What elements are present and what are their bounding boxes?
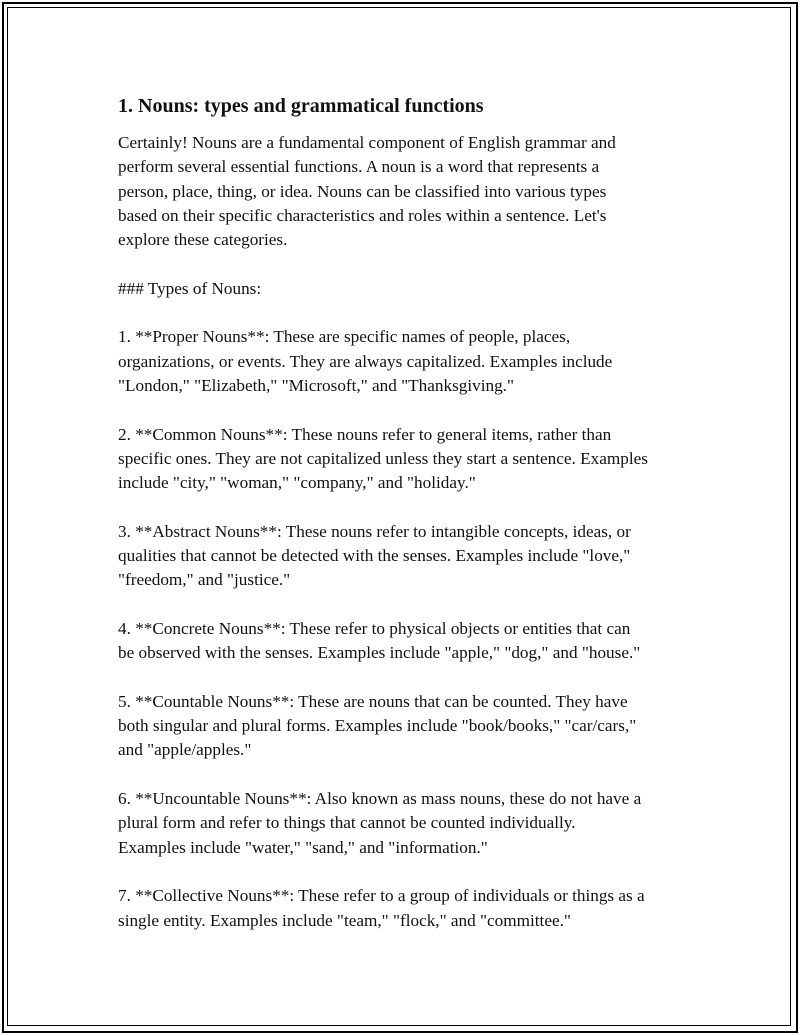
list-item-concrete-nouns: 4. **Concrete Nouns**: These refer to physical objects or entities that can be observed with the senses. Examples include "apple," "dog," and "house." [118,618,641,663]
types-subheading: ### Types of Nouns: [118,278,262,298]
list-item-common-nouns: 2. **Common Nouns**: These nouns refer to general items, rather than specific ones. They are not capitalized unless they start a sentence. Examples include "city," "woman," "company," and "holiday." [118,424,648,493]
list-item-collective-nouns: 7. **Collective Nouns**: These refer to a group of individuals or things as a single entity. Examples include "team," "flock," and "committee." [118,886,645,930]
list-item-countable-nouns: 5. **Countable Nouns**: These are nouns that can be counted. They have both singular and plural forms. Examples include "book/books," "car/cars," and "apple/apples." [118,691,637,760]
list-item-abstract-nouns: 3. **Abstract Nouns**: These nouns refer to intangible concepts, ideas, or qualities that cannot be detected with the senses. Examples include "love," "freedom," and "justice." [118,521,631,590]
list-item-uncountable-nouns: 6. **Uncountable Nouns**: Also known as mass nouns, these do not have a plural form and refer to things that cannot be counted individually. Examples include "water," "sand," and "information." [118,789,642,857]
section-heading: 1. Nouns: types and grammatical functions [118,95,484,117]
intro-paragraph: Certainly! Nouns are a fundamental component of English grammar and perform several essential functions. A noun is a word that represents a person, place, thing, or idea. Nouns can be classified into various types based on their specific characteristics and roles within a sentence. Let's explore these categories. [118,133,616,250]
document-body [118,93,693,957]
list-item-proper-nouns: 1. **Proper Nouns**: These are specific names of people, places, organizations, or events. They are always capitalized. Examples include "London," "Elizabeth," "Microsoft," and "Thanksgiving." [118,327,613,395]
